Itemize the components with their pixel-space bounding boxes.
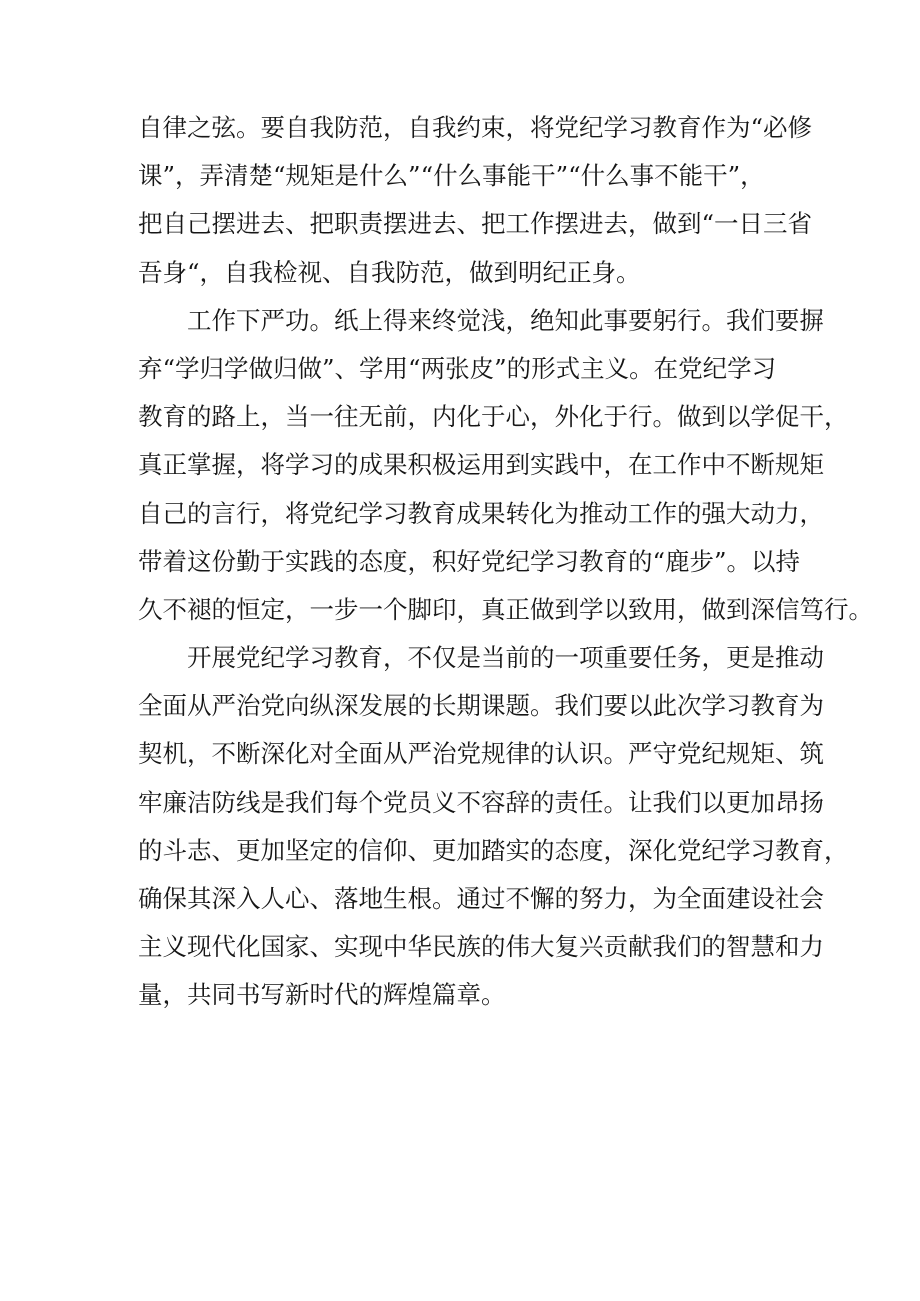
text-line: 弃“学归学做归做”、学用“两张皮”的形式主义。在党纪学习: [138, 353, 777, 383]
text-line: 契机，不断深化对全面从严治党规律的认识。严守党纪规矩、筑: [138, 739, 824, 769]
text-line: 真正掌握，将学习的成果积极运用到实践中，在工作中不断规矩: [138, 450, 824, 480]
text-line: 牢廉洁防线是我们每个党员义不容辞的责任。让我们以更加昂扬: [138, 787, 824, 817]
text-line: 量，共同书写新时代的辉煌篇章。: [138, 980, 506, 1010]
text-line: 主义现代化国家、实现中华民族的伟大复兴贡献我们的智慧和力: [138, 932, 824, 962]
text-line: 教育的路上，当一往无前，内化于心，外化于行。做到以学促干，: [138, 402, 849, 432]
text-line: 开展党纪学习教育，不仅是当前的一项重要任务，更是推动: [138, 643, 824, 673]
text-line: 久不褪的恒定，一步一个脚印，真正做到学以致用，做到深信笃行。: [138, 594, 873, 624]
text-line: 吾身“，自我检视、自我防范，做到明纪正身。: [138, 257, 641, 287]
text-line: 全面从严治党向纵深发展的长期课题。我们要以此次学习教育为: [138, 691, 824, 721]
body-text: [138, 104, 873, 1020]
text-line: 确保其深入人心、落地生根。通过不懈的努力，为全面建设社会: [138, 884, 824, 913]
text-line: 自己的言行，将党纪学习教育成果转化为推动工作的强大动力，: [138, 498, 824, 528]
text-line: 自律之弦。要自我防范，自我约束，将党纪学习教育作为“必修: [138, 113, 813, 142]
text-line: 带着这份勤于实践的态度，积好党纪学习教育的“鹿步”。以持: [138, 546, 801, 576]
text-line: 课”，弄清楚“规矩是什么”“什么事能干”“什么事不能干”，: [138, 161, 765, 191]
text-line: 把自己摆进去、把职责摆进去、把工作摆进去，做到“一日三省: [138, 209, 813, 239]
text-line: 的斗志、更加坚定的信仰、更加踏实的态度，深化党纪学习教育，: [138, 835, 849, 865]
text-line: 工作下严功。纸上得来终觉浅，绝知此事要躬行。我们要摒: [138, 305, 824, 335]
